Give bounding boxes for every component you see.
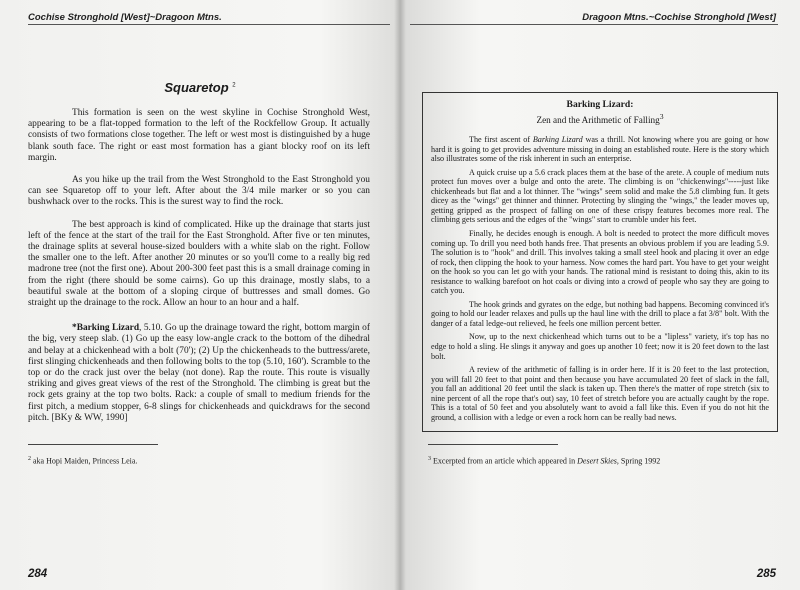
box-subtitle-text: Zen and the Arithmetic of Falling [536,115,660,126]
box-title: Barking Lizard: [566,99,634,110]
running-head-left: Cochise Stronghold [West]~Dragoon Mtns. [28,12,222,23]
footnote-right [428,454,768,467]
box-paragraph: Now, up to the next chickenhead which turns out to be a "lipless" variety, it's top has no edge to hold a sling. He slings it anyway and goes up another 10 feet; now it is 20 feet down to the last bolt. [431,332,769,361]
box-p1-start: The first ascent of [469,135,533,145]
box-paragraph: Finally, he decides enough is enough. A bolt is needed to protect the more difficult moves coming up. To drill you need both hands free. That presents an obvious problem if you are leading 5.9. The solution is to "hook" and drill. This involves taking a small steel hook and placing it over an edge of rock, then clipping the hook to your harness. Now comes the hard part. You have to get your weight on the hook so you can let go with your hands. The rational mind is resistant to doing this, akin to its resistance to walking barefoot on hot coals or diving into a crowd of people who say they are going to catch you. [431,228,769,296]
route-name: *Barking Lizard [72,323,140,334]
footnote-left [28,454,368,467]
box-subtitle [431,111,769,126]
sidebar-box [422,92,778,432]
box-paragraph: The hook grinds and gyrates on the edge, but nothing bad happens. Becoming convinced it's going to hold our leader relaxes and pulls up the haul line with the drill to place a fat 3/8" bolt. With the danger of a fatal ledge-out relieved, he feels one million percent better. [431,299,769,328]
title-text: Squaretop [164,80,229,95]
footnote-mark: 3 [428,456,431,462]
paragraph-intro: This formation is seen on the west skyline in Cochise Stronghold West, appearing to be a flat-topped formation to the left of the Rockfellow Group. It actually consists of two formations close together. The left or west most is distinguished by a huge blank south face. The right or east most formation has a giant blocky roof on its left margin. [28,108,370,163]
footnote-publication: Desert Skies [577,456,617,466]
running-head-right: Dragoon Mtns.~Cochise Stronghold [West] [582,12,776,23]
page-title [0,80,400,95]
header-rule-left [28,24,390,25]
box-p1-route-title: Barking Lizard [532,135,583,145]
box-p1-end: was a thrill. Not knowing where you are going or how hard it is going to get provides adventure missing in doing an established route. Here is the story which also illustrates some of the risk inherent in such an enterprise. [431,135,770,164]
title-footnote-ref: 2 [232,82,236,89]
footnote-text-end: , Spring 1992 [616,456,661,466]
page-number-right: 285 [756,568,776,580]
header-rule-right [410,24,778,25]
footnote-rule-right [428,444,558,445]
route-text: , 5.10. Go up the drainage toward the right, bottom margin of the big, very steep slab. (1) Go up the easy low-angle crack to the bottom of the dihedral and belay at a chickenhead with a bolt (70'); (2) Up the chickenheads to the buttress/arete, first slinging chickenheads and then following bolts to the top (5.10, 160'). Scramble to the top or do the crack just over the belay (not done). Rap the route. This route is visually striking and gives great views of the rest of the Stronghold. The climbing is great but the rock gets grainy at the top two bolts. Rack: a couple of small to medium friends for the first pitch, a medium stopper, 6-8 slings for chickenheads and quickdraws for the second pitch. [BKy & WW, 1990] [28,323,370,423]
book-gutter [394,0,406,590]
left-body [28,108,370,435]
box-body [431,135,769,422]
route-description [28,323,370,424]
paragraph-approach: The best approach is kind of complicated. Hike up the drainage that starts just left of the fence at the start of the trail for the East Stronghold. After five or ten minutes, the drainage splits at several house-sized boulders with a white slab on the right. Follow the smaller one to the left. After another 20 minutes or so you'll come to a really big red madrone tree (not the first one). About 200-300 feet past this is a small drainage coming in from the right (there should be some cairns). Go up this drainage, mostly slabs, to a beautiful swale at the bottom of a sloping cirque of buttresses and small domes. Go straight up the drainage to the rock. Allow an hour to an hour and a half. [28,219,370,309]
box-paragraph: A quick cruise up a 5.6 crack places them at the base of the arete. A couple of medium nuts protect fun moves over a bulge and onto the arete. The climbing is on "chickenwings"-----just like chickenheads but flat and a lot thinner. The "wings" seem solid and make the 5.8 climbing fun. It gets dicey as the "wings" get thinner and thinner. Protecting by slinging the "wings," the leader moves up, getting gripped as the prospect of falling on one of these crispy features becomes more real. The climbing gets serious and the edges of the "wings" start to crumble under his feet. [431,167,769,225]
footnote-mark: 2 [28,456,31,462]
footnote-text-start: Excerpted from an article which appeared in [431,456,578,466]
box-paragraph [431,135,769,164]
footnote-text: aka Hopi Maiden, Princess Leia. [31,456,138,466]
box-paragraph: A review of the arithmetic of falling is in order here. If it is 20 feet to the last protection, you will fall 20 feet to that point and then because you have accumulated 20 feet of slack in the fall, you fall an additional 20 feet until the slack is taken up. Then there's the matter of rope stretch (six to nine percent of all the rope that's out) say, 10 feet of stretch before you are actually caught by the rope. This is a total of 50 feet and you absolutely want to avoid a fall like this. Even if you do not hit the ground, a collision with a ledge or even a rock horn can be really bad news. [431,365,769,422]
paragraph-hike: As you hike up the trail from the West Stronghold to the East Stronghold you can see Squaretop off to your left. After about the 3/4 mile marker or so you can bushwhack over to the rocks. This is the surest way to find the rock. [28,175,370,208]
page-number-left: 284 [28,568,48,580]
box-footnote-ref: 3 [659,112,664,121]
right-page [400,0,800,590]
footnote-rule-left [28,444,158,445]
